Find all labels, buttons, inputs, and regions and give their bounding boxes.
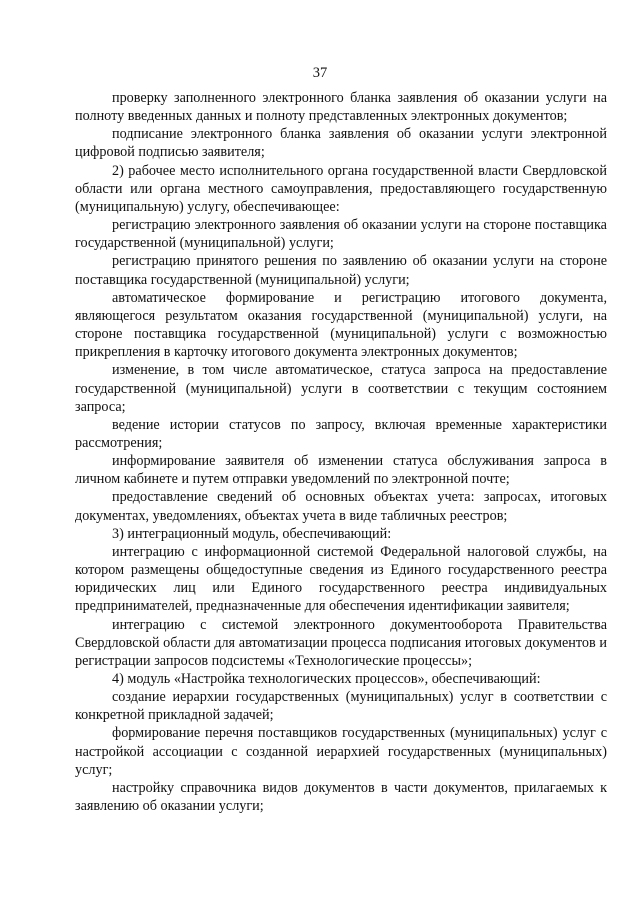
paragraph-11: 3) интеграционный модуль, обеспечивающий: [112, 525, 392, 542]
paragraph-1: проверку заполненного электронного бланка заявления об оказании услуги на полноту введенных данных и полноту представленных электронных документов; [75, 90, 607, 125]
page-number: 37 [312, 65, 328, 81]
paragraph-4: регистрацию электронного заявления об оказании услуги на стороне поставщика государственной (муниципальной) услуги; [75, 217, 607, 252]
paragraph-9: информирование заявителя об изменении статуса обслуживания запроса в личном кабинете и путем отправки уведомлений по электронной почте; [75, 453, 607, 488]
paragraph-12: интеграцию с информационной системой Федеральной налоговой службы, на котором размещены общедоступные сведения из Единого государственного реестра юридических лиц или Единого государственного реестра индивидуальных предпринимателей, предназначенные для обеспечения идентификации заявителя; [75, 543, 607, 615]
paragraph-8: ведение истории статусов по запросу, включая временные характеристики рассмотрения; [75, 416, 607, 451]
paragraph-16: формирование перечня поставщиков государственных (муниципальных) услуг с настройкой ассоциации с созданной иерархией государственных (муниципальных) услуг; [75, 725, 607, 778]
paragraph-10: предоставление сведений об основных объектах учета: запросах, итоговых документах, уведомлениях, объектах учета в виде табличных реестров; [75, 489, 607, 524]
paragraph-2: подписание электронного бланка заявления об оказании услуги электронной цифровой подписью заявителя; [75, 126, 607, 161]
paragraph-6: автоматическое формирование и регистрацию итогового документа, являющегося результатом оказания государственной (муниципальной) услуги, на стороне поставщика государственной (муниципальной) услуги с возможностью прикрепления в карточку итогового документа электронных документов; [75, 289, 607, 361]
paragraph-15: создание иерархии государственных (муниципальных) услуг в соответствии с конкретной прикладной задачей; [75, 689, 607, 724]
paragraph-7: изменение, в том числе автоматическое, статуса запроса на предоставление государственной (муниципальной) услуги в соответствии с текущим состоянием запроса; [75, 362, 607, 415]
paragraph-17: настройку справочника видов документов в части документов, прилагаемых к заявлению об оказании услуги; [75, 779, 607, 815]
paragraph-3: 2) рабочее место исполнительного органа государственной власти Свердловской области или органа местного самоуправления, предоставляющего государственную (муниципальную) услугу, обеспечивающее: [75, 162, 607, 215]
paragraph-5: регистрацию принятого решения по заявлению об оказании услуги на стороне поставщика государственной (муниципальной) услуги; [75, 253, 607, 288]
paragraph-14: 4) модуль «Настройка технологических процессов», обеспечивающий: [112, 671, 541, 687]
paragraph-13: интеграцию с системой электронного документооборота Правительства Свердловской области для автоматизации процесса подписания итоговых документов и регистрации запросов подсистемы «Технологические процессы»; [75, 616, 607, 669]
document-body [75, 89, 607, 815]
